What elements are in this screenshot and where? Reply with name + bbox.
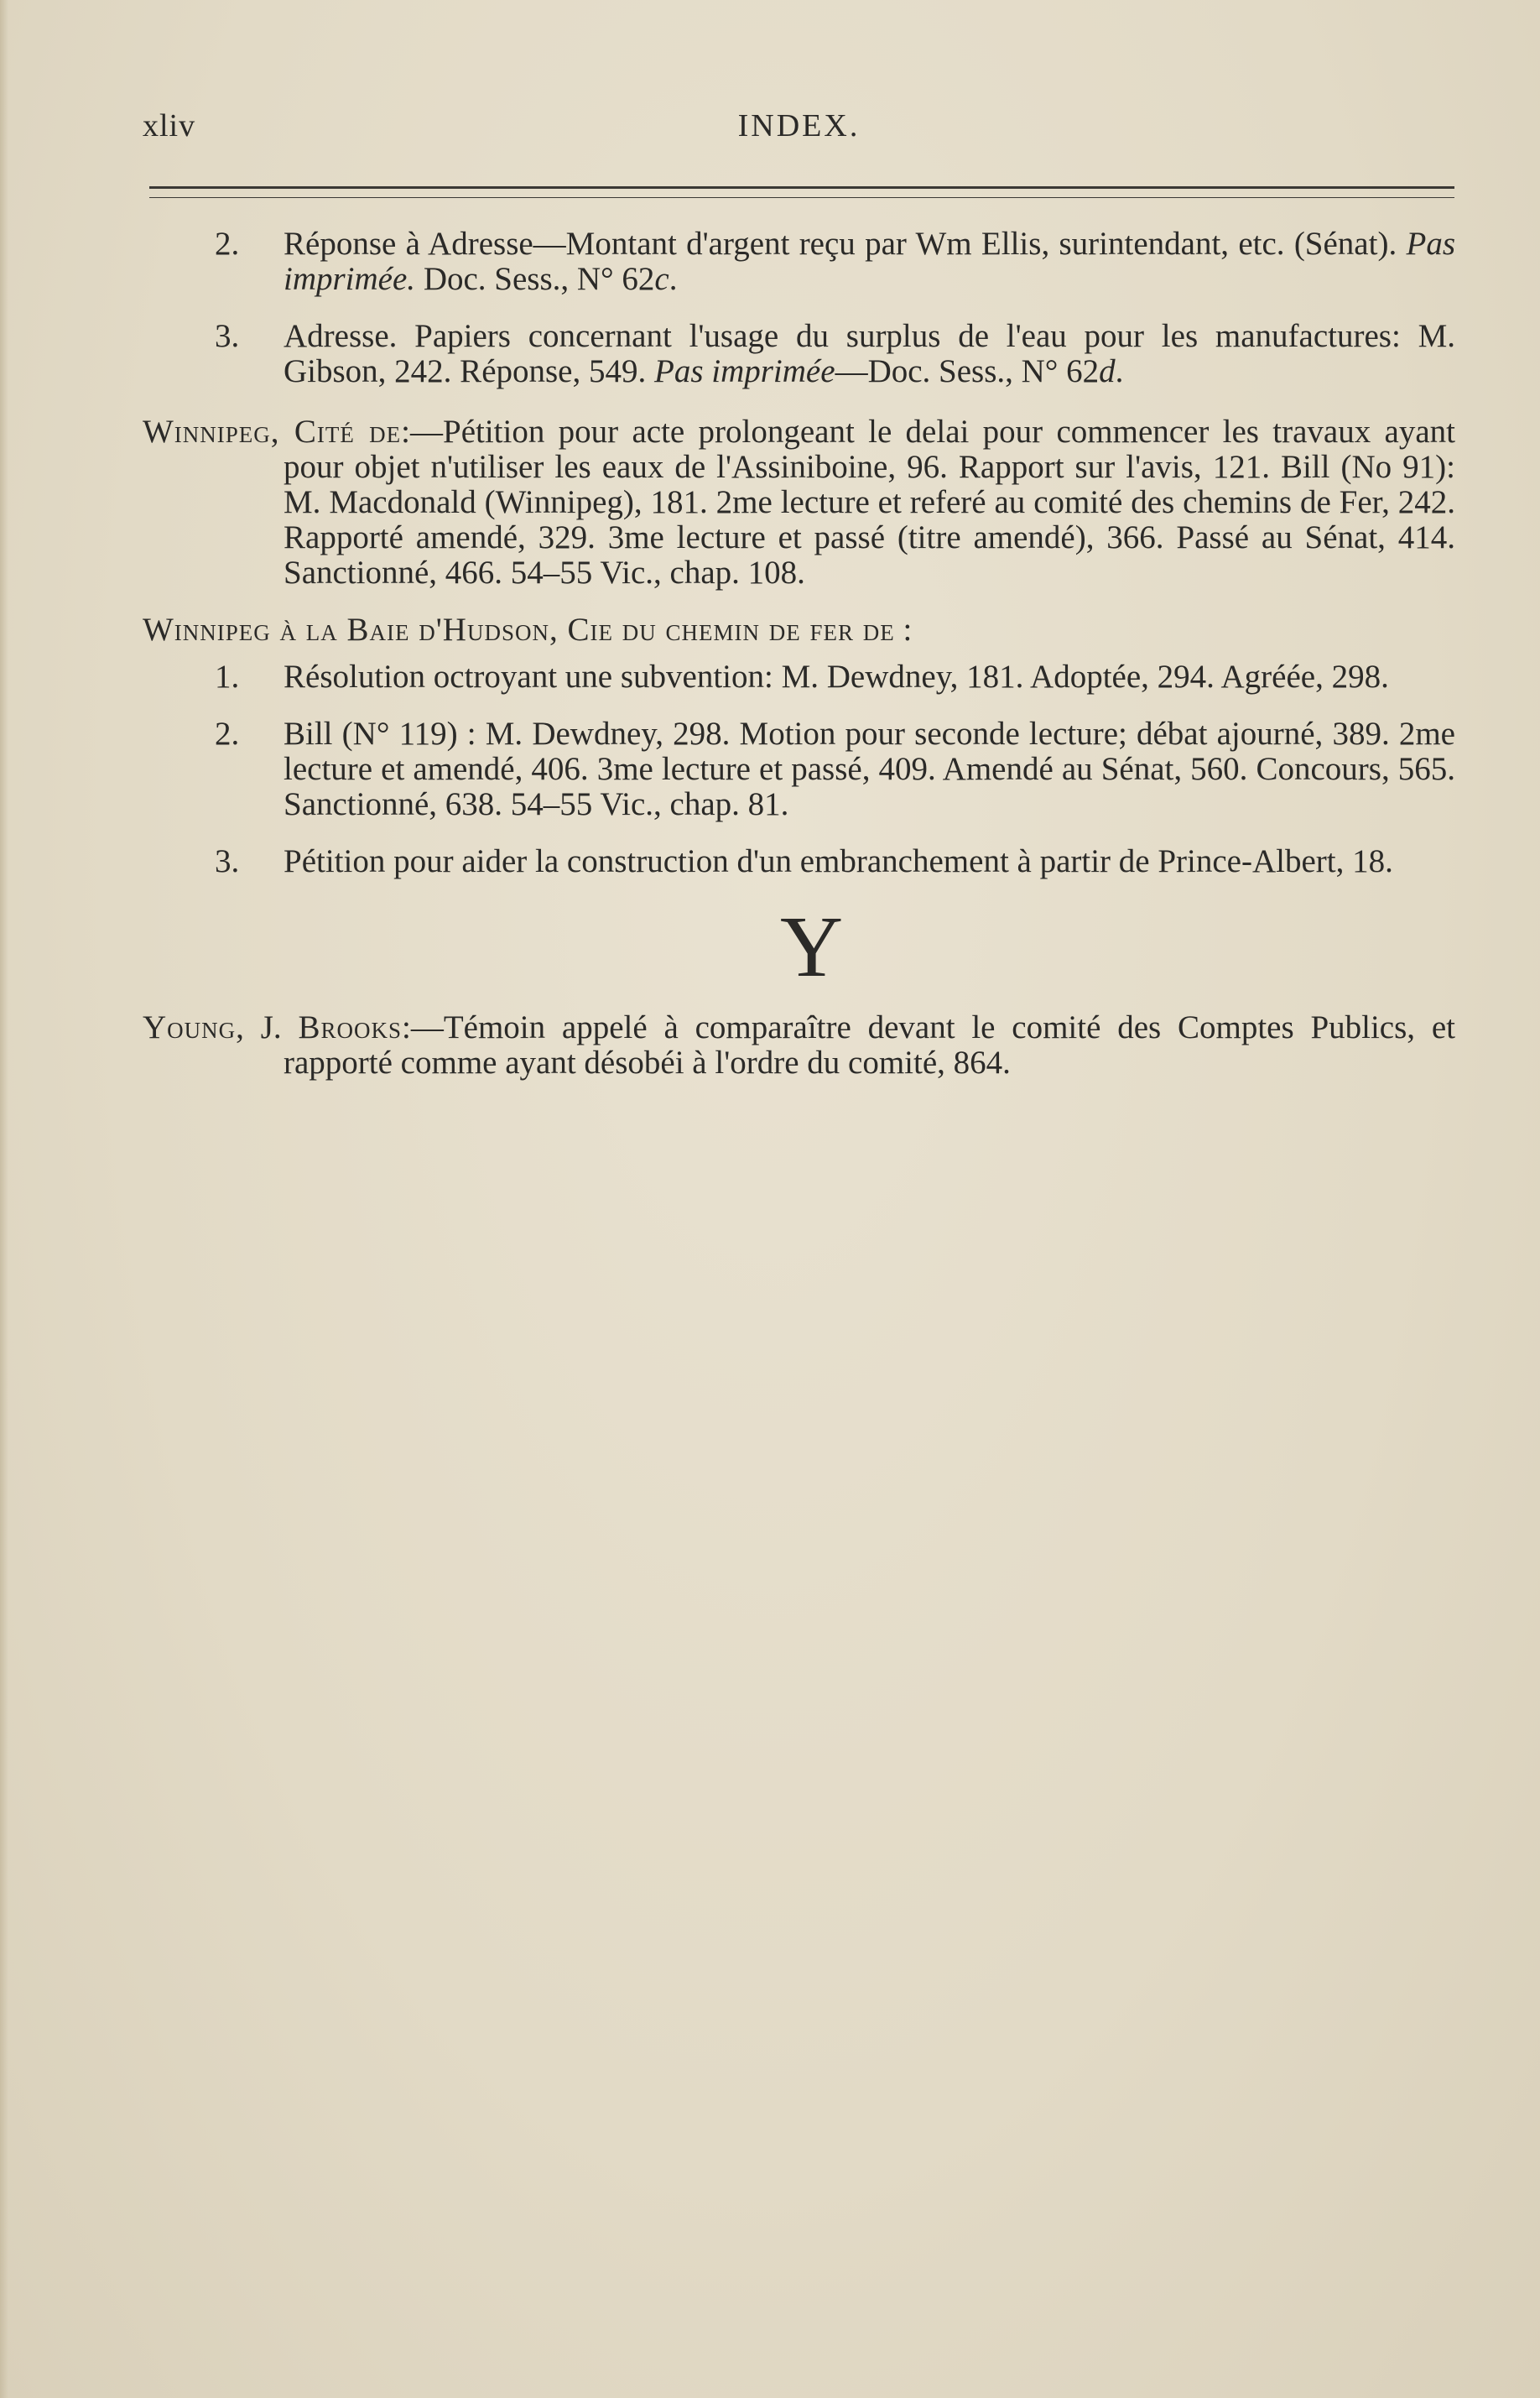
page-number: xliv <box>143 108 196 143</box>
section-letter: Y <box>779 899 844 995</box>
item-italic: Pas imprimée <box>654 353 835 389</box>
item-tail: Doc. Sess., N° 62 <box>415 261 655 297</box>
item-tail-italic: d <box>1099 353 1116 389</box>
header-rule-thick <box>149 186 1454 189</box>
page-header <box>143 107 1455 149</box>
item-number: 3. <box>215 318 240 354</box>
item-number: 3. <box>215 843 240 879</box>
entry-separator: : <box>894 612 913 648</box>
entry-heading: Winnipeg à la Baie d'Hudson, Cie du chemin de fer de <box>143 612 895 648</box>
index-item <box>143 319 1455 389</box>
index-entry-winnipeg-baie <box>143 613 1455 648</box>
item-text: Adresse. Papiers concernant l'usage du surplus de l'eau pour les manufactures: M. Gibson, 242. Réponse, 549. <box>284 318 1455 389</box>
item-text: Pétition pour aider la construction d'un embranchement à partir de Prince-Albert, 18. <box>284 843 1393 879</box>
index-item <box>143 659 1455 695</box>
item-tail-end: . <box>669 261 678 297</box>
index-item <box>143 717 1455 822</box>
item-text: Résolution octroyant une subvention: M. Dewdney, 181. Adoptée, 294. Agréée, 298. <box>284 659 1389 695</box>
item-number: 1. <box>215 659 240 695</box>
index-content <box>143 227 1455 1103</box>
index-item <box>143 227 1455 297</box>
item-tail-italic: c <box>654 261 669 297</box>
item-number: 2. <box>215 226 240 262</box>
item-text: Bill (N° 119) : M. Dewdney, 298. Motion pour seconde lecture; débat ajourné, 389. 2me lecture et amendé, 406. 3me lecture et passé, 409. Amendé au Sénat, 560. Concours, 565. Sanctionné, 638. 54–55 Vic., chap. 81. <box>284 716 1455 822</box>
item-italic: Pas imprimée. <box>284 226 1455 297</box>
entry-separator: :— <box>401 1009 444 1045</box>
entry-heading-initial: , J. <box>236 1009 299 1045</box>
entry-heading: Winnipeg, Cité de <box>143 414 402 450</box>
entry-text: Témoin appelé à comparaître devant le comité des Comptes Publics, et rapporté comme ayant désobéi à l'ordre du comité, 864. <box>284 1009 1455 1081</box>
item-tail: —Doc. Sess., N° 62 <box>835 353 1100 389</box>
item-number: 2. <box>215 716 240 752</box>
running-title: INDEX. <box>737 108 861 143</box>
entry-heading-surname: Young <box>143 1009 237 1045</box>
item-tail-end: . <box>1115 353 1124 389</box>
header-rule-thin <box>149 197 1454 198</box>
index-entry-winnipeg-cite <box>143 414 1455 591</box>
page-edge-shadow <box>0 0 8 2398</box>
entry-separator: :— <box>401 414 443 450</box>
index-entry-young <box>143 1010 1455 1081</box>
entry-text: Pétition pour acte prolongeant le delai pour commencer les travaux ayant pour objet n'utiliser les eaux de l'Assiniboine, 96. Rapport sur l'avis, 121. Bill (No 91): M. Macdonald (Winnipeg), 181. 2me lecture et referé au comité des chemins de Fer, 242. Rapporté amendé, 329. 3me lecture et passé (titre amendé), 366. Passé au Sénat, 414. Sanctionné, 466. 54–55 Vic., chap. 108. <box>284 414 1456 591</box>
entry-heading-name: Brooks <box>298 1009 402 1045</box>
item-text: Réponse à Adresse—Montant d'argent reçu par Wm Ellis, surintendant, etc. (Sénat). <box>284 226 1407 262</box>
index-item <box>143 844 1455 879</box>
